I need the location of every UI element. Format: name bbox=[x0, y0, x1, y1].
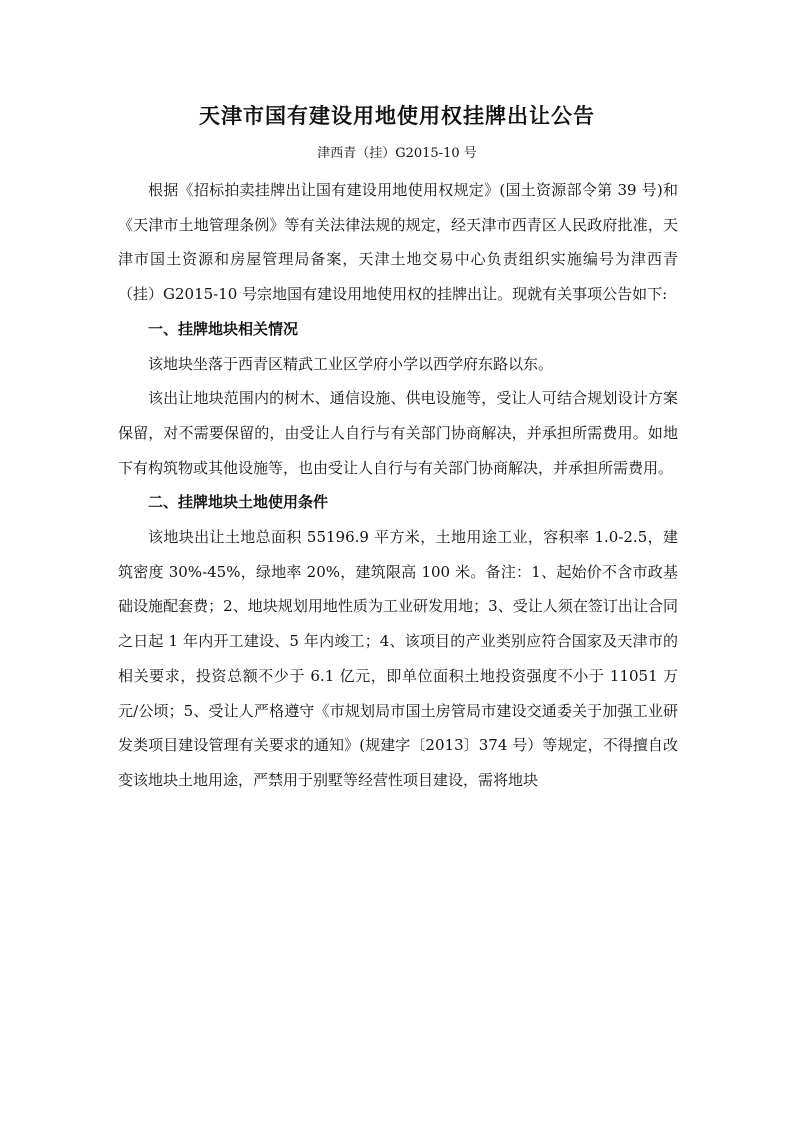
section-heading-1: 一、挂牌地块相关情况 bbox=[148, 319, 299, 338]
intro-paragraph: 根据《招标拍卖挂牌出让国有建设用地使用权规定》(国土资源部令第 39 号)和《天津市土地管理条例》等有关法律法规的规定，经天津市西青区人民政府批准，天津市国土资源和房屋管理局备案，天津土地交易中心负责组织实施编号为津西青（挂）G2015-10 号宗地国有建设用地使用权的挂牌出让。现就有关事项公告如下: bbox=[118, 181, 678, 304]
document-body bbox=[118, 173, 678, 798]
document-number: 津西青（挂）G2015-10 号 bbox=[317, 146, 477, 161]
section2-paragraph: 该地块出让土地总面积 55196.9 平方米，土地用途工业，容积率 1.0-2.5，建筑密度 30%-45%，绿地率 20%，建筑限高 100 米。备注：1、起始价不含市政基础设施配套费；2、地块规划用地性质为工业研发用地；3、受让人须在签订出让合同之日起 1 年内开工建设、5 年内竣工；4、该项目的产业类别应符合国家及天津市的相关要求，投资总额不少于 6.1 亿元，即单位面积土地投资强度不小于 11051 万元/公顷；5、受让人严格遵守《市规划局市国土房管局市建设交通委关于加强工业研发类项目建设管理有关要求的通知》(规建字〔2013〕374 号）等规定，不得擅自改变该地块土地用途，严禁用于别墅等经营性项目建设，需将地块 bbox=[118, 528, 678, 789]
section1-paragraph: 该地块坐落于西青区精武工业区学府小学以西学府东路以东。 bbox=[148, 354, 554, 373]
page-title: 天津市国有建设用地使用权挂牌出让公告 bbox=[199, 103, 595, 128]
section1-paragraph: 该出让地块范围内的树木、通信设施、供电设施等，受让人可结合规划设计方案保留，对不需要保留的，由受让人自行与有关部门协商解决，并承担所需费用。如地下有构筑物或其他设施等，也由受让人自行与有关部门协商解决，并承担所需费用。 bbox=[118, 389, 678, 477]
section-heading-2: 二、挂牌地块土地使用条件 bbox=[148, 493, 329, 512]
